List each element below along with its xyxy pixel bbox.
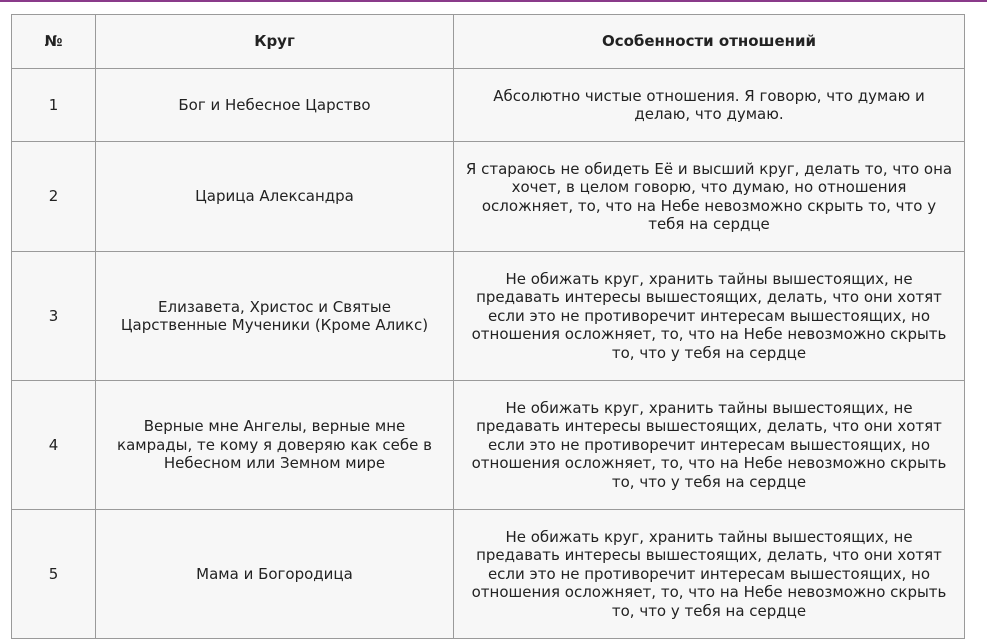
- cell-circle: Елизавета, Христос и Святые Царственные Мученики (Кроме Аликс): [96, 252, 454, 381]
- top-divider: [0, 0, 987, 2]
- table-row: [12, 381, 965, 510]
- table-row: [12, 510, 965, 639]
- cell-circle: Верные мне Ангелы, верные мне камрады, те кому я доверяю как себе в Небесном или Земном мире: [96, 381, 454, 510]
- cell-number: 3: [12, 252, 96, 381]
- cell-relations: Не обижать круг, хранить тайны вышестоящих, не предавать интересы вышестоящих, делать, что они хотят если это не противоречит интересам вышестоящих, но отношения осложняет, то, что на Небе невозможно скрыть то, что у тебя на сердце: [454, 381, 965, 510]
- table-row: [12, 142, 965, 252]
- cell-circle: Бог и Небесное Царство: [96, 69, 454, 142]
- table-row: [12, 252, 965, 381]
- cell-number: 2: [12, 142, 96, 252]
- cell-circle: Мама и Богородица: [96, 510, 454, 639]
- table-header-row: [12, 15, 965, 69]
- cell-number: 5: [12, 510, 96, 639]
- cell-relations: Не обижать круг, хранить тайны вышестоящих, не предавать интересы вышестоящих, делать, что они хотят если это не противоречит интересам вышестоящих, но отношения осложняет, то, что на Небе невозможно скрыть то, что у тебя на сердце: [454, 510, 965, 639]
- cell-number: 4: [12, 381, 96, 510]
- header-relations: Особенности отношений: [454, 15, 965, 69]
- header-circle: Круг: [96, 15, 454, 69]
- cell-number: 1: [12, 69, 96, 142]
- cell-relations: Я стараюсь не обидеть Её и высший круг, делать то, что она хочет, в целом говорю, что думаю, но отношения осложняет, то, что на Небе невозможно скрыть то, что у тебя на сердце: [454, 142, 965, 252]
- table-row: [12, 69, 965, 142]
- header-number: №: [12, 15, 96, 69]
- cell-relations: Абсолютно чистые отношения. Я говорю, что думаю и делаю, что думаю.: [454, 69, 965, 142]
- cell-relations: Не обижать круг, хранить тайны вышестоящих, не предавать интересы вышестоящих, делать, что они хотят если это не противоречит интересам вышестоящих, но отношения осложняет, то, что на Небе невозможно скрыть то, что у тебя на сердце: [454, 252, 965, 381]
- cell-circle: Царица Александра: [96, 142, 454, 252]
- relations-table: [11, 14, 965, 639]
